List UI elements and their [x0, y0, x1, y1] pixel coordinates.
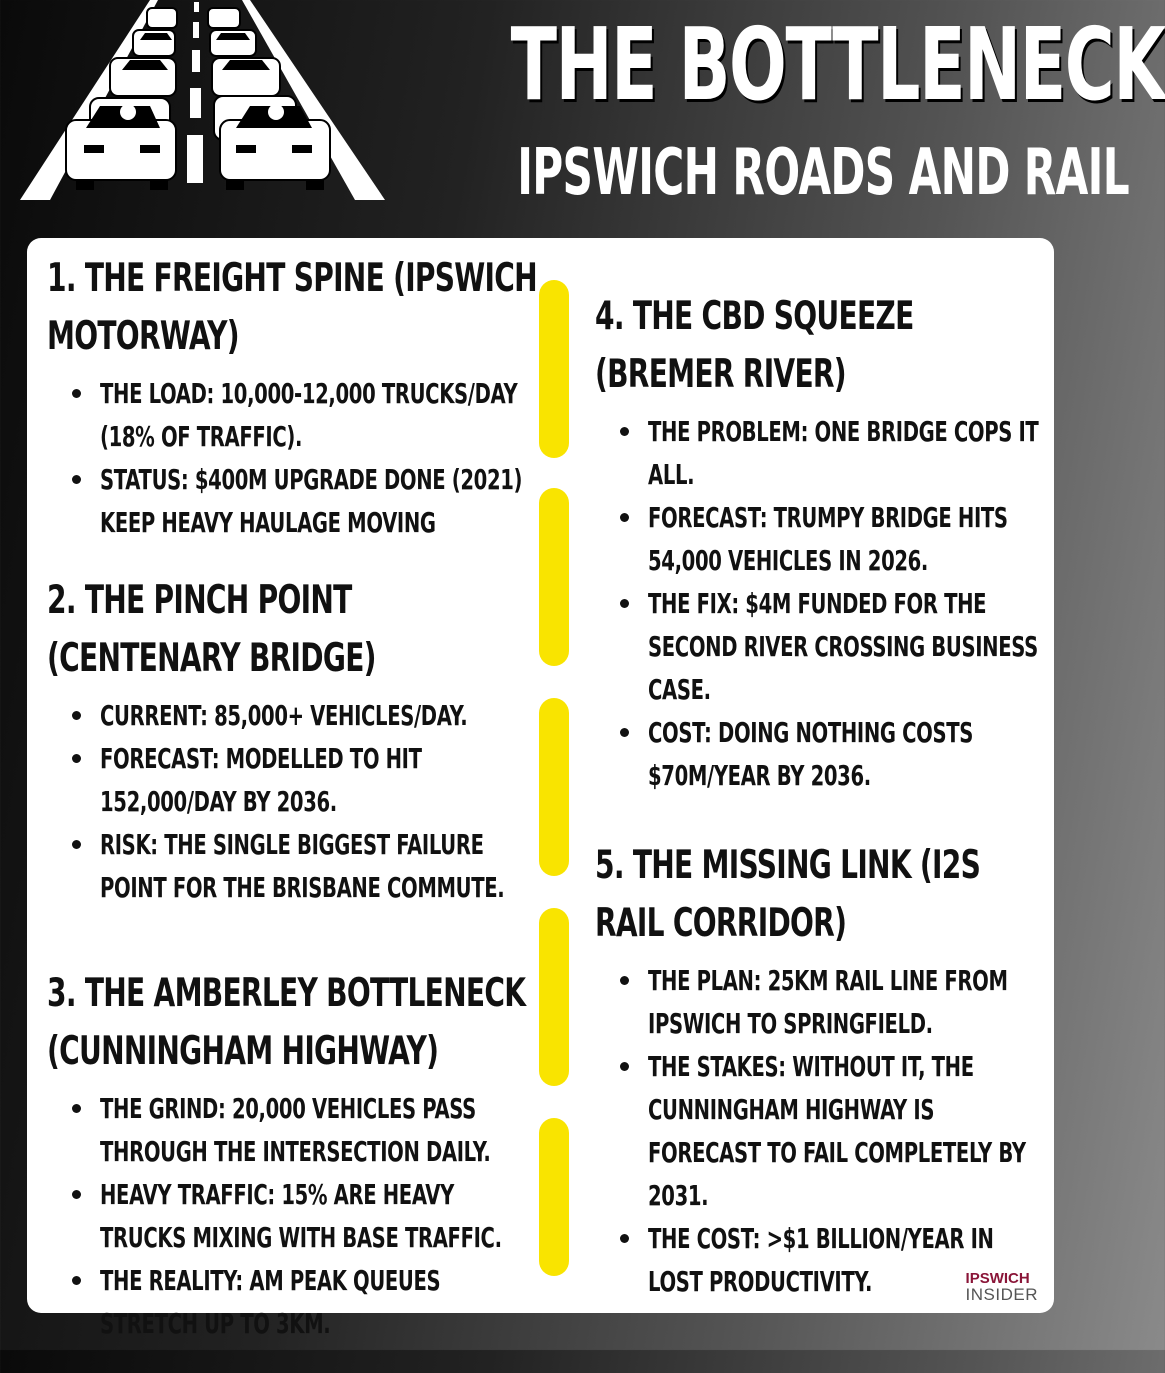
list-item	[72, 1259, 537, 1345]
section-heading: 3. THE AMBERLEY BOTTLENECK (CUNNINGHAM HIGHWAY)	[47, 971, 526, 1074]
list-item	[72, 372, 537, 458]
bullet-text: THE LOAD: 10,000-12,000 TRUCKS/DAY (18% OF TRAFFIC).	[100, 377, 518, 453]
list-item	[72, 458, 537, 544]
section-missing-link	[595, 837, 1040, 1303]
divider-bar	[539, 698, 569, 876]
bullet-text: STATUS: $400M UPGRADE DONE (2021) KEEP HEAVY HAULAGE MOVING	[100, 463, 523, 539]
bullet-text: RISK: THE SINGLE BIGGEST FAILURE POINT FOR THE BRISBANE COMMUTE.	[100, 828, 505, 904]
list-item	[620, 1045, 1040, 1217]
list-item	[620, 711, 1040, 797]
section-heading: 5. THE MISSING LINK (I2S RAIL CORRIDOR)	[595, 843, 981, 946]
bullet-text: HEAVY TRAFFIC: 15% ARE HEAVY TRUCKS MIXING WITH BASE TRAFFIC.	[100, 1178, 502, 1254]
bullet-text: CURRENT: 85,000+ VEHICLES/DAY.	[100, 699, 468, 732]
bullet-text: THE FIX: $4M FUNDED FOR THE SECOND RIVER CROSSING BUSINESS CASE.	[648, 587, 1038, 706]
bullet-text: THE COST: >$1 BILLION/YEAR IN LOST PRODUCTIVITY.	[648, 1222, 994, 1298]
content-card	[27, 238, 1054, 1340]
right-column	[595, 288, 1040, 1331]
divider-bar	[539, 280, 569, 458]
page-subtitle: IPSWICH ROADS AND RAIL	[517, 136, 1129, 210]
bullet-text: THE PLAN: 25KM RAIL LINE FROM IPSWICH TO SPRINGFIELD.	[648, 964, 1008, 1040]
list-item	[72, 694, 537, 737]
list-item	[620, 959, 1040, 1045]
bullet-text: FORECAST: TRUMPY BRIDGE HITS 54,000 VEHICLES IN 2026.	[648, 501, 1008, 577]
divider-bar	[539, 908, 569, 1086]
list-item	[620, 496, 1040, 582]
list-item	[72, 823, 537, 909]
section-pinch-point	[47, 572, 537, 909]
left-column	[47, 250, 537, 1373]
divider-bar	[539, 1118, 569, 1276]
traffic-jam-icon	[0, 0, 400, 210]
bullet-text: COST: DOING NOTHING COSTS $70M/YEAR BY 2036.	[648, 716, 974, 792]
bullet-text: FORECAST: MODELLED TO HIT 152,000/DAY BY 2036.	[100, 742, 422, 818]
list-item	[72, 737, 537, 823]
list-item	[620, 410, 1040, 496]
list-item	[620, 582, 1040, 711]
divider-bar	[539, 488, 569, 666]
section-cbd-squeeze	[595, 288, 1040, 797]
page-title: THE BOTTLENECK	[510, 6, 1165, 123]
list-item	[72, 1173, 537, 1259]
section-amberley-bottleneck	[47, 965, 537, 1345]
brand-logo	[966, 1271, 1038, 1303]
bullet-text: THE REALITY: AM PEAK QUEUES STRETCH UP TO 3KM.	[100, 1264, 441, 1340]
bullet-text: THE STAKES: WITHOUT IT, THE CUNNINGHAM HIGHWAY IS FORECAST TO FAIL COMPLETELY BY 2031.	[648, 1050, 1026, 1212]
section-heading: 2. THE PINCH POINT (CENTENARY BRIDGE)	[47, 578, 376, 681]
section-heading: 4. THE CBD SQUEEZE (BREMER RIVER)	[595, 294, 914, 397]
logo-line-1: IPSWICH	[965, 1270, 1030, 1287]
logo-line-2: INSIDER	[965, 1285, 1038, 1304]
section-heading: 1. THE FREIGHT SPINE (IPSWICH MOTORWAY)	[47, 256, 537, 359]
section-freight-spine	[47, 250, 537, 544]
bullet-text: THE GRIND: 20,000 VEHICLES PASS THROUGH THE INTERSECTION DAILY.	[100, 1092, 491, 1168]
bullet-text: THE PROBLEM: ONE BRIDGE COPS IT ALL.	[648, 415, 1039, 491]
list-item	[72, 1087, 537, 1173]
